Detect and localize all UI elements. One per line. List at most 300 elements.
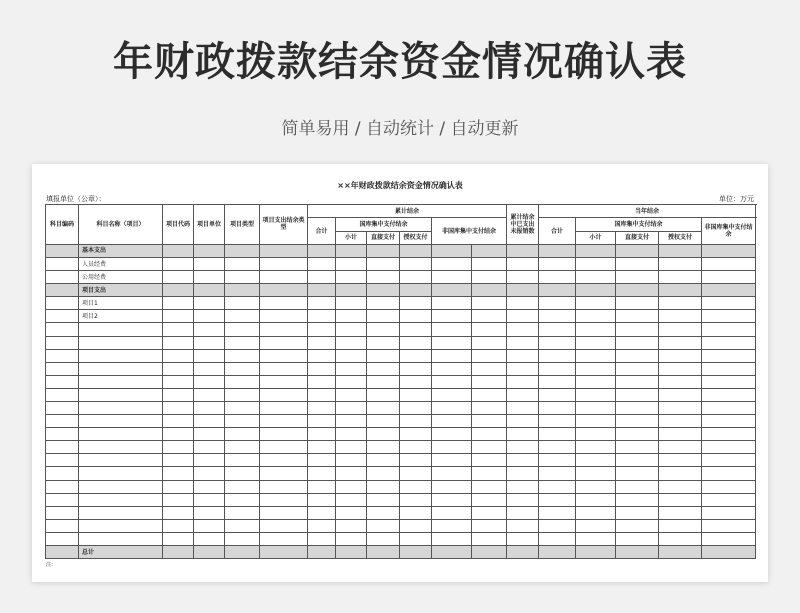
table-cell: [308, 336, 336, 349]
table-cell: [702, 323, 756, 336]
table-cell: [432, 402, 472, 415]
table-cell: [576, 336, 616, 349]
table-cell: [432, 388, 472, 401]
table-cell: [46, 375, 79, 388]
table-cell: [616, 244, 659, 257]
table-cell: [194, 532, 225, 545]
header-current-direct: 直接支付: [616, 231, 659, 244]
table-cell: [194, 454, 225, 467]
table-cell: [659, 546, 702, 559]
table-cell: [702, 532, 756, 545]
table-cell: [659, 257, 702, 270]
header-cumulative-direct: 直接支付: [367, 231, 400, 244]
table-cell: [659, 336, 702, 349]
table-cell: [400, 415, 432, 428]
table-cell: [539, 493, 576, 506]
table-cell: [507, 415, 539, 428]
table-cell: [400, 532, 432, 545]
table-row: [46, 441, 756, 454]
table-cell: [336, 336, 367, 349]
table-row: [46, 532, 756, 545]
table-cell: [308, 349, 336, 362]
table-cell: [616, 271, 659, 284]
table-cell: [163, 336, 194, 349]
table-cell: [260, 454, 308, 467]
table-cell: [616, 546, 659, 559]
table-cell: [507, 546, 539, 559]
table-cell: [46, 349, 79, 362]
table-cell: [616, 310, 659, 323]
table-cell: [260, 362, 308, 375]
fill-unit-label: 填报单位（公章）：: [46, 195, 106, 203]
footnote: 注：: [46, 562, 57, 568]
table-cell: [659, 297, 702, 310]
table-cell: [260, 467, 308, 480]
table-cell: [308, 323, 336, 336]
table-cell: [308, 271, 336, 284]
table-cell: [194, 349, 225, 362]
row-label: [79, 375, 163, 388]
table-cell: [163, 519, 194, 532]
table-cell: [308, 506, 336, 519]
table-row: [46, 388, 756, 401]
table-cell: [336, 375, 367, 388]
table-cell: [336, 415, 367, 428]
table-cell: [367, 336, 400, 349]
table-cell: [163, 349, 194, 362]
table-cell: [225, 297, 260, 310]
table-cell: [702, 454, 756, 467]
table-cell: [225, 349, 260, 362]
header-current-treasury: 国库集中支付结余: [576, 218, 702, 231]
table-cell: [163, 323, 194, 336]
table-cell: [472, 310, 507, 323]
table-cell: [576, 415, 616, 428]
table-cell: [616, 349, 659, 362]
table-cell: [336, 441, 367, 454]
table-cell: [616, 519, 659, 532]
row-label: 总计: [79, 546, 163, 559]
table-cell: [46, 546, 79, 559]
table-cell: [225, 493, 260, 506]
row-label: [79, 362, 163, 375]
row-label: [79, 480, 163, 493]
table-row: [46, 284, 756, 297]
table-cell: [659, 519, 702, 532]
table-cell: [260, 257, 308, 270]
surplus-table: [45, 204, 756, 559]
table-cell: [260, 532, 308, 545]
table-cell: [432, 375, 472, 388]
table-cell: [194, 297, 225, 310]
table-cell: [659, 454, 702, 467]
table-cell: [400, 336, 432, 349]
table-cell: [472, 284, 507, 297]
row-label: 项目1: [79, 297, 163, 310]
table-cell: [702, 402, 756, 415]
table-cell: [472, 454, 507, 467]
table-row: [46, 271, 756, 284]
table-cell: [194, 415, 225, 428]
table-cell: [432, 323, 472, 336]
table-cell: [659, 402, 702, 415]
table-cell: [308, 467, 336, 480]
table-cell: [336, 493, 367, 506]
table-cell: [367, 375, 400, 388]
table-cell: [432, 467, 472, 480]
table-cell: [576, 428, 616, 441]
table-cell: [308, 362, 336, 375]
table-cell: [336, 349, 367, 362]
header-project-unit: 项目单位: [194, 205, 225, 245]
table-cell: [472, 532, 507, 545]
table-row: [46, 506, 756, 519]
table-cell: [367, 244, 400, 257]
table-cell: [702, 336, 756, 349]
table-cell: [472, 336, 507, 349]
table-cell: [46, 519, 79, 532]
table-cell: [659, 310, 702, 323]
table-cell: [507, 323, 539, 336]
table-cell: [336, 310, 367, 323]
table-cell: [225, 506, 260, 519]
table-cell: [576, 257, 616, 270]
table-cell: [367, 271, 400, 284]
table-cell: [194, 375, 225, 388]
table-cell: [702, 480, 756, 493]
table-cell: [616, 467, 659, 480]
table-row: [46, 402, 756, 415]
table-cell: [400, 454, 432, 467]
table-cell: [659, 349, 702, 362]
table-cell: [336, 454, 367, 467]
table-cell: [400, 428, 432, 441]
table-cell: [225, 532, 260, 545]
table-cell: [367, 257, 400, 270]
table-cell: [46, 415, 79, 428]
table-row: [46, 362, 756, 375]
table-cell: [46, 402, 79, 415]
table-cell: [576, 244, 616, 257]
table-cell: [507, 375, 539, 388]
table-cell: [616, 480, 659, 493]
table-cell: [702, 519, 756, 532]
table-cell: [539, 375, 576, 388]
table-cell: [367, 480, 400, 493]
table-cell: [194, 467, 225, 480]
table-cell: [336, 428, 367, 441]
table-cell: [702, 362, 756, 375]
table-cell: [539, 349, 576, 362]
table-cell: [507, 467, 539, 480]
table-cell: [702, 375, 756, 388]
table-row: [46, 244, 756, 257]
table-cell: [539, 480, 576, 493]
table-cell: [432, 441, 472, 454]
table-cell: [539, 297, 576, 310]
table-cell: [432, 336, 472, 349]
table-cell: [46, 310, 79, 323]
table-cell: [308, 480, 336, 493]
table-cell: [260, 480, 308, 493]
table-cell: [432, 415, 472, 428]
table-cell: [400, 506, 432, 519]
table-row: [46, 493, 756, 506]
table-cell: [400, 271, 432, 284]
table-cell: [194, 546, 225, 559]
table-header: [46, 205, 756, 245]
table-cell: [308, 257, 336, 270]
table-cell: [576, 454, 616, 467]
table-cell: [616, 428, 659, 441]
spreadsheet-preview: [32, 164, 768, 582]
row-label: [79, 428, 163, 441]
table-cell: [336, 402, 367, 415]
table-cell: [472, 257, 507, 270]
table-cell: [308, 297, 336, 310]
table-cell: [659, 284, 702, 297]
table-cell: [260, 441, 308, 454]
table-cell: [616, 336, 659, 349]
table-row: [46, 310, 756, 323]
table-cell: [163, 257, 194, 270]
row-label: [79, 388, 163, 401]
table-cell: [163, 362, 194, 375]
table-cell: [194, 362, 225, 375]
table-cell: [308, 402, 336, 415]
table-cell: [194, 493, 225, 506]
table-cell: [472, 244, 507, 257]
table-cell: [659, 428, 702, 441]
table-cell: [225, 271, 260, 284]
table-cell: [163, 546, 194, 559]
table-cell: [163, 441, 194, 454]
table-cell: [308, 375, 336, 388]
table-cell: [260, 506, 308, 519]
table-cell: [260, 415, 308, 428]
table-cell: [576, 323, 616, 336]
table-cell: [432, 428, 472, 441]
table-cell: [432, 244, 472, 257]
row-label: [79, 506, 163, 519]
page-subtitle: 简单易用 / 自动统计 / 自动更新: [281, 119, 519, 139]
table-cell: [472, 467, 507, 480]
table-cell: [367, 284, 400, 297]
table-row: [46, 467, 756, 480]
table-cell: [46, 454, 79, 467]
table-cell: [46, 428, 79, 441]
header-cumulative: 累计结余: [308, 205, 507, 218]
table-cell: [472, 506, 507, 519]
table-cell: [472, 388, 507, 401]
table-cell: [659, 441, 702, 454]
table-cell: [46, 336, 79, 349]
table-cell: [472, 362, 507, 375]
table-cell: [163, 271, 194, 284]
table-cell: [367, 297, 400, 310]
table-cell: [163, 388, 194, 401]
table-cell: [367, 546, 400, 559]
table-cell: [400, 310, 432, 323]
table-cell: [539, 546, 576, 559]
table-cell: [432, 257, 472, 270]
table-cell: [336, 284, 367, 297]
row-label: [79, 323, 163, 336]
table-cell: [163, 375, 194, 388]
table-cell: [400, 546, 432, 559]
table-cell: [367, 323, 400, 336]
table-cell: [46, 297, 79, 310]
table-cell: [163, 480, 194, 493]
table-cell: [576, 532, 616, 545]
table-cell: [576, 493, 616, 506]
table-cell: [616, 362, 659, 375]
table-cell: [472, 271, 507, 284]
table-cell: [472, 441, 507, 454]
table-cell: [194, 244, 225, 257]
table-cell: [539, 310, 576, 323]
table-cell: [260, 349, 308, 362]
table-cell: [659, 375, 702, 388]
table-cell: [432, 506, 472, 519]
table-cell: [539, 506, 576, 519]
table-cell: [432, 349, 472, 362]
table-cell: [659, 271, 702, 284]
table-row: [46, 375, 756, 388]
table-cell: [225, 362, 260, 375]
table-cell: [260, 271, 308, 284]
table-cell: [432, 284, 472, 297]
table-cell: [336, 323, 367, 336]
table-cell: [336, 271, 367, 284]
table-cell: [46, 271, 79, 284]
table-cell: [507, 284, 539, 297]
table-cell: [400, 388, 432, 401]
table-cell: [260, 310, 308, 323]
table-cell: [308, 441, 336, 454]
table-cell: [616, 532, 659, 545]
table-cell: [616, 257, 659, 270]
header-current-total: 合计: [539, 218, 576, 245]
table-cell: [400, 467, 432, 480]
table-cell: [576, 362, 616, 375]
header-project-code: 项目代码: [163, 205, 194, 245]
table-cell: [163, 493, 194, 506]
table-cell: [308, 519, 336, 532]
table-cell: [576, 519, 616, 532]
table-cell: [194, 310, 225, 323]
table-row: [46, 257, 756, 270]
table-cell: [336, 362, 367, 375]
table-cell: [400, 519, 432, 532]
table-cell: [472, 493, 507, 506]
table-cell: [432, 493, 472, 506]
table-cell: [616, 506, 659, 519]
table-cell: [702, 388, 756, 401]
table-cell: [336, 480, 367, 493]
table-cell: [539, 257, 576, 270]
header-cumulative-total: 合计: [308, 218, 336, 245]
table-cell: [400, 257, 432, 270]
table-body: [46, 244, 756, 558]
table-cell: [576, 441, 616, 454]
table-cell: [507, 428, 539, 441]
table-cell: [308, 532, 336, 545]
table-cell: [46, 323, 79, 336]
table-cell: [46, 441, 79, 454]
table-cell: [432, 310, 472, 323]
table-cell: [576, 506, 616, 519]
table-cell: [336, 388, 367, 401]
header-unreported: 累计结余中已支出未报销数: [507, 205, 539, 245]
table-cell: [576, 349, 616, 362]
table-cell: [539, 532, 576, 545]
table-cell: [702, 467, 756, 480]
table-cell: [472, 297, 507, 310]
table-cell: [702, 506, 756, 519]
table-cell: [702, 415, 756, 428]
table-cell: [507, 388, 539, 401]
table-cell: [702, 310, 756, 323]
table-cell: [46, 362, 79, 375]
table-cell: [659, 415, 702, 428]
table-cell: [400, 493, 432, 506]
table-cell: [400, 323, 432, 336]
table-cell: [616, 454, 659, 467]
header-cumulative-subtotal: 小计: [336, 231, 367, 244]
table-cell: [507, 532, 539, 545]
table-cell: [308, 415, 336, 428]
table-cell: [336, 546, 367, 559]
table-cell: [260, 297, 308, 310]
table-cell: [367, 532, 400, 545]
table-cell: [225, 441, 260, 454]
table-cell: [507, 336, 539, 349]
header-cumulative-authorized: 授权支付: [400, 231, 432, 244]
table-cell: [367, 441, 400, 454]
table-cell: [260, 244, 308, 257]
table-cell: [367, 467, 400, 480]
table-cell: [507, 297, 539, 310]
header-current: 当年结余: [539, 205, 756, 218]
table-cell: [539, 454, 576, 467]
table-cell: [163, 506, 194, 519]
table-cell: [539, 388, 576, 401]
table-cell: [225, 244, 260, 257]
table-cell: [539, 284, 576, 297]
table-cell: [539, 467, 576, 480]
table-cell: [472, 349, 507, 362]
table-cell: [616, 323, 659, 336]
row-label: 基本支出: [79, 244, 163, 257]
header-project-surplus-type: 项目支出结余类型: [260, 205, 308, 245]
table-cell: [260, 375, 308, 388]
row-label: [79, 493, 163, 506]
table-cell: [308, 244, 336, 257]
header-cumulative-non-treasury: 非国库集中支付结余: [432, 218, 507, 245]
row-label: 项目支出: [79, 284, 163, 297]
table-row: [46, 454, 756, 467]
table-cell: [576, 284, 616, 297]
table-cell: [194, 441, 225, 454]
table-cell: [260, 388, 308, 401]
table-cell: [400, 244, 432, 257]
table-cell: [194, 480, 225, 493]
table-cell: [163, 402, 194, 415]
table-cell: [702, 546, 756, 559]
table-cell: [367, 519, 400, 532]
table-cell: [539, 519, 576, 532]
